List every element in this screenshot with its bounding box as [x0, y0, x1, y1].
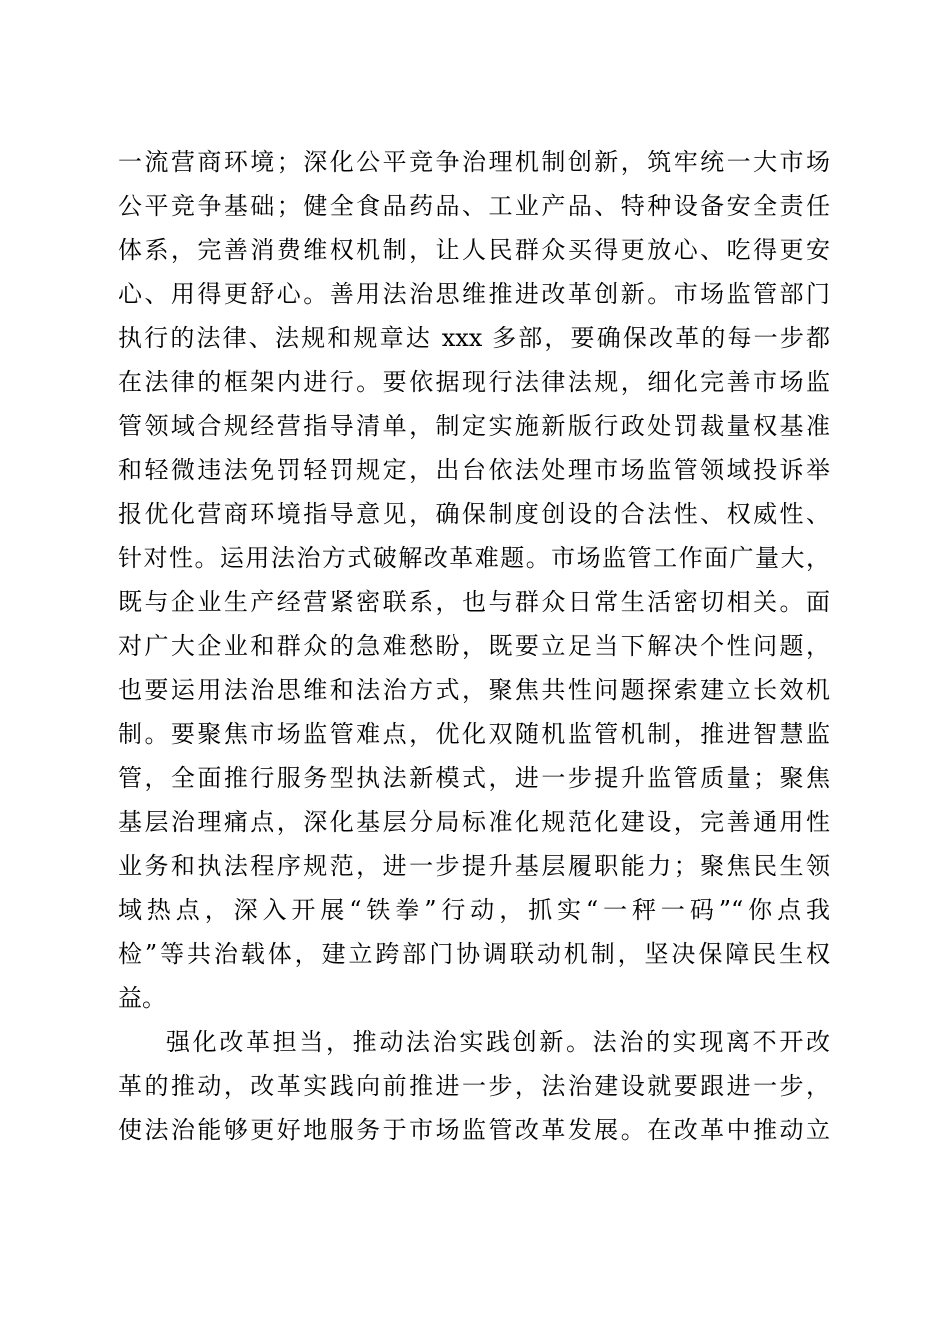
text-line: 心、用得更舒心。善用法治思维推进改革创新。市场监管部门 [118, 280, 830, 308]
text-line: 检”等共治载体，建立跨部门协调联动机制，坚决保障民生权 [118, 940, 830, 968]
text-line: 既与企业生产经营紧密联系，也与群众日常生活密切相关。面 [118, 588, 830, 616]
text-line: 对广大企业和群众的急难愁盼，既要立足当下解决个性问题， [118, 632, 830, 660]
text-line: 域热点，深入开展“铁拳”行动，抓实“一秤一码”“你点我 [118, 896, 830, 924]
text-line-paragraph-start: 强化改革担当，推动法治实践创新。法治的实现离不开改 [166, 1028, 830, 1056]
text-line: 管，全面推行服务型执法新模式，进一步提升监管质量；聚焦 [118, 764, 830, 792]
text-line: 体系，完善消费维权机制，让人民群众买得更放心、吃得更安 [118, 236, 830, 264]
text-line: 和轻微违法免罚轻罚规定，出台依法处理市场监管领域投诉举 [118, 456, 830, 484]
text-line: 公平竞争基础；健全食品药品、工业产品、特种设备安全责任 [118, 192, 830, 220]
text-line: 使法治能够更好地服务于市场监管改革发展。在改革中推动立 [118, 1116, 830, 1144]
text-line: 在法律的框架内进行。要依据现行法律法规，细化完善市场监 [118, 368, 830, 396]
text-line: 业务和执法程序规范，进一步提升基层履职能力；聚焦民生领 [118, 852, 830, 880]
body-text [118, 140, 830, 1152]
text-line: 基层治理痛点，深化基层分局标准化规范化建设，完善通用性 [118, 808, 830, 836]
text-line-paragraph-end: 益。 [118, 984, 166, 1012]
text-line: 革的推动，改革实践向前推进一步，法治建设就要跟进一步， [118, 1072, 830, 1100]
text-line: 管领域合规经营指导清单，制定实施新版行政处罚裁量权基准 [118, 412, 830, 440]
text-line: 执行的法律、法规和规章达 xxx 多部，要确保改革的每一步都 [118, 324, 830, 352]
text-line: 报优化营商环境指导意见，确保制度创设的合法性、权威性、 [118, 500, 830, 528]
text-line: 一流营商环境；深化公平竞争治理机制创新，筑牢统一大市场 [118, 148, 830, 176]
text-line: 制。要聚焦市场监管难点，优化双随机监管机制，推进智慧监 [118, 720, 830, 748]
text-line: 针对性。运用法治方式破解改革难题。市场监管工作面广量大， [118, 544, 830, 572]
text-line: 也要运用法治思维和法治方式，聚焦共性问题探索建立长效机 [118, 676, 830, 704]
